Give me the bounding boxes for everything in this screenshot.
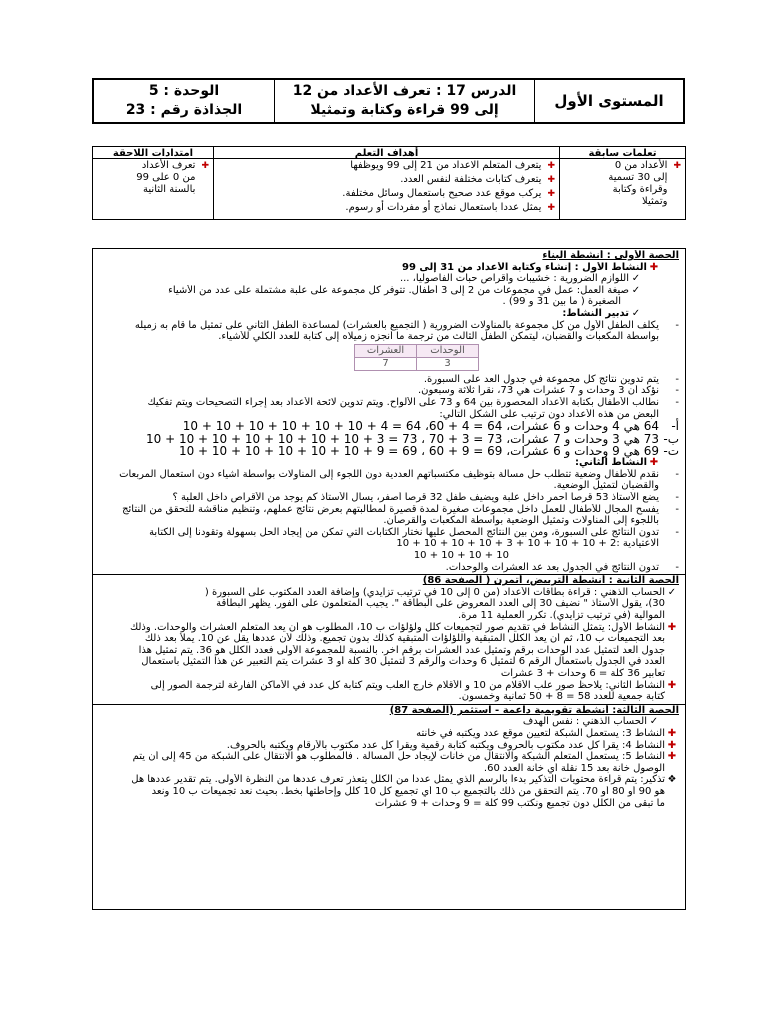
text-line: ✚النشاط الأول: يتمثل النشاط في تقديم صور لتجميعات كلل ولؤلؤات ب 10، المطلوب هو أن يعد المتعلم العشرات والوحدات. وذلك: [99, 622, 679, 634]
bullet-icon: ✚: [667, 679, 677, 691]
objectives-table: [92, 146, 686, 220]
level-text: المستوى الأول: [554, 91, 664, 110]
check-icon: ✓: [631, 284, 641, 296]
bullet-icon: ✚: [547, 161, 555, 171]
goal-item: ✚ يمثل عددا باستعمال نماذج أو مفردات أو رسوم.: [345, 202, 555, 213]
text-line: الصغيرة ( ما بين 31 و 99) .: [502, 296, 621, 308]
units-value: 3: [417, 357, 479, 370]
equation-line: ب-73 هي 3 وحدات و 7 عشرات، 73 = 3 + 70 ، 73 = 3 + 10 + 10 + 10 + 10 + 10 + 10 + 10: [145, 431, 679, 446]
goal-item: ✚ يتعرف كتابات مختلفة لنفس العدد.: [400, 174, 555, 185]
units-header: الوحدات: [417, 344, 479, 357]
bullet-icon: ✚: [547, 189, 555, 199]
lesson-body: [92, 248, 686, 910]
prior-line: وقراءة وكتابة: [612, 184, 668, 195]
extension-line: بالسنة الثانية: [143, 184, 196, 195]
session-3-title: الحصة الثالثة: أنشطة تقويمية داعمة - استثمر (الصفحة 87): [389, 704, 679, 716]
prior-line: وتمثيلا: [642, 196, 668, 207]
prior-learning-header: تعلمات سابقة: [559, 147, 685, 158]
text-line: -يضع الأستاذ 53 قرصا أحمر داخل علبة ويضيف طفل 32 قرصا أصفر، يسأل الأستاذ كم يوجد من الأقراص داخل العلبة ؟: [172, 492, 679, 504]
text-line: 10 + 10 + 10 + 10: [413, 550, 509, 562]
extensions-header: امتدادات اللاحقة: [112, 148, 194, 159]
equation-line: ت-69 هي 9 وحدات و 6 عشرات، 69 = 9 + 60 ، 69 = 9 + 10 + 10 + 10 + 10 + 10 + 10: [178, 443, 679, 458]
check-icon: ✓: [631, 307, 641, 319]
equation-line: أ-64 هي 4 وحدات و 6 عشرات، 64 = 4 + 60، 64 = 4 + 10 + 10 + 10 + 10 + 10 + 10: [182, 419, 679, 434]
extension-line: من 0 على 99: [136, 172, 196, 183]
goal-item: ✚ يركب موقع عدد صحيح باستعمال وسائل مختلفة.: [342, 188, 555, 199]
text-line: كتابة جمعية للعدد 58 = 8 + 50 ثمانية وخمسون.: [458, 691, 665, 703]
text-line: ✚النشاط 5: يستعمل المتعلم الشبكة والانتقال من خانات لإيجاد حل المسألة . فالمطلوب هو الانتقال على الشبكة من 45 إلى أن يتم: [99, 751, 679, 763]
text-line: الموالية (في ترتيب تزايدي). تكرر العملية 11 مرة.: [458, 610, 665, 622]
text-line: -يكلف الطفل الأول من كل مجموعة بالمناولات الضرورية ( التجميع بالعشرات) لمساعدة الطفل الثاني على تمثيل ما قام به زميله: [134, 319, 679, 331]
bullet-icon: ✚: [201, 161, 209, 171]
bullet-icon: ✚: [667, 727, 677, 739]
text-line: 30)، يقول الأستاذ " نضيف 30 إلى العدد المعروض على البطاقة ". يجيب المتعلمون على الفور. يظهر البطاقة: [216, 598, 665, 610]
learning-goals-cell: [213, 159, 559, 219]
check-icon: ✓: [631, 273, 641, 285]
text-line: -نؤكد أن 3 وحدات و 7 عشرات هي 73، نقرأ ثلاثة وسبعون.: [417, 385, 679, 397]
level-cell: [534, 80, 683, 122]
extension-line: تعرف الأعداد: [141, 160, 196, 171]
text-line: ✓الحساب الذهني : نفس الهدف: [99, 716, 679, 728]
text-line: ✓صيغة العمل: عمل في مجموعات من 2 إلى 3 أطفال. تتوفر كل مجموعة على علبة مشتملة على عدد من الأشياء: [99, 285, 679, 297]
text-line: ❖تذكير: يتم قراءة محتويات التذكير بدءا بالرسم الذي يمثل عددا من الكلل يتعذر تعرف عددها من النظرة الأولى. يتم تقدير عددها هل: [99, 774, 679, 786]
card-number-text: الجذاذة رقم : 23: [125, 102, 243, 118]
text-line: -نقدم للأطفال وضعية تتطلب حل مسألة بتوظيف مكتسباتهم العددية دون اللجوء إلى المناولات بواسطة أشياء دون استعمال المربعات: [119, 468, 679, 480]
text-line: ✓تدبير النشاط:: [99, 308, 679, 320]
tens-header: العشرات: [355, 344, 417, 357]
unit-text: الوحدة : 5: [148, 83, 220, 99]
text-line: ✓اللوازم الضرورية : خشيبات وأقراص حبات الفاصوليا، ...: [99, 273, 679, 285]
tens-value: 7: [355, 357, 417, 370]
text-line: جدول العد لتمثيل عدد الوحدات برقم وتمثيل عدد العشرات برقم آخر. بالنسبة للمجموعة الأولى فعدد الكلل هو 36. يتم تمثيل هذا: [138, 644, 665, 656]
text-line: الاعتيادية :2 + 10 + 10 + 10 + 3 + 10 + 10 + 10 + 10: [396, 538, 659, 550]
text-line: ✚النشاط 3: يستعمل الشبكة لتعيين موقع عدد ويكتبه في خانته: [99, 728, 679, 740]
text-line: ✚النشاط 4: يقرأ كل عدد مكتوب بالحروف ويكتبه كتابة رقمية ويقرأ كل عدد مكتوب بالأرقام ويكتبه بالحروف.: [99, 740, 679, 752]
learning-goals-header: أهداف التعلم: [213, 147, 559, 158]
text-line: هو 90 أو 80 أو 70. يتم التحقق من ذلك بالتجميع ب 10 أي تجميع كل 10 كلل وإحاطتها بخط. بحيث نعد تجميعات ب 10 ونعد: [151, 785, 665, 797]
bullet-icon: ✚: [547, 175, 555, 185]
objectives-body-row: [93, 159, 685, 219]
bullet-icon: ✚: [667, 621, 677, 633]
bullet-icon: ✚: [667, 751, 677, 763]
text-line: ✓الحساب الذهني : قراءة بطاقات الأعداد (من 0 إلى 10 في ترتيب تزايدي) وإضافة العدد المكتوب على السبورة (: [99, 587, 679, 599]
text-line: -تدون النتائج في الجدول بعد عد العشرات والوحدات.: [445, 561, 679, 573]
text-line: -يتم تدوين نتائج كل مجموعة في جدول العد على السبورة.: [423, 373, 679, 385]
prior-learning-cell: [559, 159, 685, 219]
prior-line: الأعداد من 0: [614, 160, 668, 171]
text-line: -تدون النتائج على السبورة، ومن بين النتائج المحصل عليها نختار الكتابات التي تمكن من إيجاد الحل بسهولة وتقودنا إلى الكتابة: [149, 526, 679, 538]
unit-cell: [94, 80, 274, 122]
text-line: -يفسح المجال للأطفال للعمل داخل مجموعات صغيرة لمدة قصيرة لمطالبتهم بعرض نتائج عملهم، وتنظيم مناقشة للتحقق من النتائج: [122, 503, 679, 515]
text-line: بعد التجميعات ب 10، ثم أن يعد الكلل المتبقية واللؤلؤات المتبقية كذلك بدون تجميع. وذلك لأن عددها يقل عن 10. يملأ بعد ذلك: [144, 633, 665, 645]
extensions-cell: [93, 159, 213, 219]
lesson-cell: [274, 80, 534, 122]
session-1-title: الحصة الأولى : أنشطة البناء: [542, 250, 679, 261]
objectives-header-row: [93, 147, 685, 159]
lesson-header: [92, 78, 685, 124]
text-line: والقضبان لتمثيل الوضعية.: [553, 480, 659, 492]
activity-title: ✚النشاط الأول : إنشاء وكتابة الأعداد من 31 إلى 99: [99, 262, 679, 274]
text-line: باللجوء إلى المناولات وتمثيل الوضعية بواسطة المكعبات والقرصان.: [383, 515, 659, 527]
bullet-icon: ✚: [547, 203, 555, 213]
bullet-icon: ✚: [673, 161, 681, 171]
text-line: -نطالب الأطفال بكتابة الأعداد المحصورة بين 64 و 73 على الألواح. ويتم تدوين لائحة الأعداد بعد إجراء التصحيحات ويتم تفكيك: [147, 396, 679, 408]
lesson-title-line1: الدرس 17 : تعرف الأعداد من 12: [292, 83, 517, 99]
text-line: الوصول خانة بعد 15 نقلة أي خانة العدد 60.: [483, 762, 665, 774]
activity-title: ✚النشاط الثاني:: [99, 457, 679, 469]
bullet-icon: ✚: [649, 261, 659, 273]
text-line: ما تبقى من الكلل دون تجميع ونكتب 99 كلة = 9 وحدات + 9 عشرات: [374, 797, 665, 809]
check-icon: ✓: [667, 586, 677, 598]
text-line: العدد في الجدول باستعمال الرقم 6 لتمثيل 6 وحدات والرقم 3 لتمثيل 30 كلة أو 3 عشرات يتم التعبير عن هذا التمثيل باستعمال: [141, 656, 665, 668]
check-icon: ✓: [649, 716, 659, 728]
prior-line: إلى 30 تسمية: [608, 172, 668, 183]
text-line: بواسطة المكعبات والقضبان، ليتمكن الطفل الثالث من ترجمة ما أنجزه زميلاه إلى كتابة للعدد الكلي للأشياء.: [218, 331, 659, 343]
goal-item: ✚ يتعرف المتعلم الاعداد من 21 إلى 99 ويوظفها: [350, 160, 555, 171]
place-value-table: [99, 344, 679, 372]
bullet-icon: ✚: [667, 739, 677, 751]
text-line: ✚النشاط الثاني: يلاحظ صور علب الأقلام من 10 و الأقلام خارج العلب ويتم كتابة كل عدد في الأماكن الفارغة لترجمة الصور إلى: [99, 680, 679, 692]
lesson-title-line2: إلى 99 قراءة وكتابة وتمثيلا: [310, 102, 499, 118]
session-2-title: الحصة الثانية : أنشطة الترييض، أتمرن ( الصفحة 86): [422, 575, 679, 587]
diamond-bullet-icon: ❖: [667, 774, 677, 786]
text-line: البعض من هذه الأعداد دون ترتيب على الشكل التالي:: [439, 408, 659, 420]
bullet-icon: ✚: [649, 457, 659, 469]
text-line: تعابير 36 كلة = 6 وحدات + 3 عشرات: [500, 667, 665, 679]
